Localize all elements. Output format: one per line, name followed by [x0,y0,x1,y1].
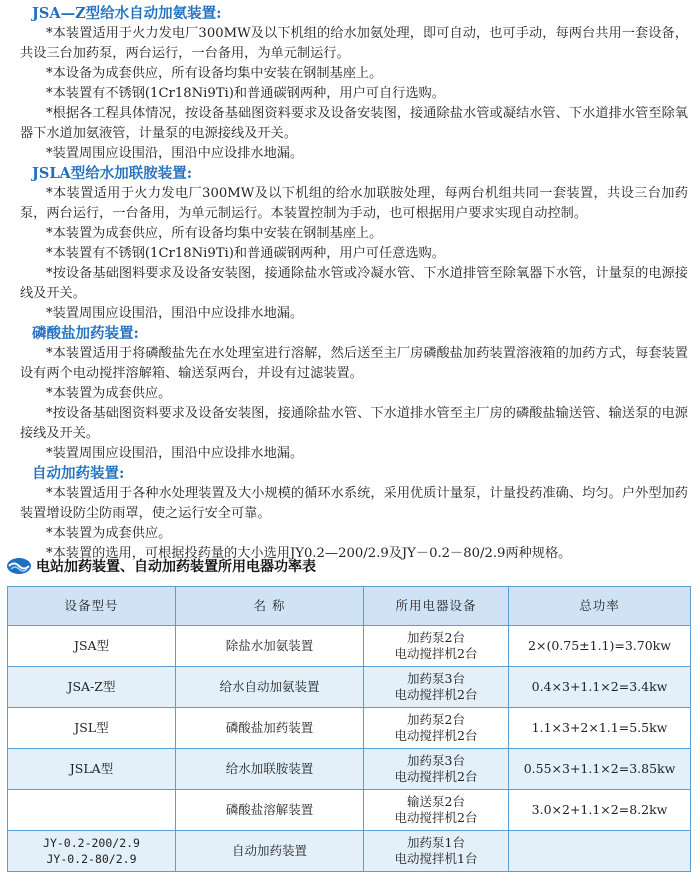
cell-devices [364,749,509,790]
paragraph: *本装置适用于各种水处理装置及大小规模的循环水系统，采用优质计量泵，计量投药准确、均匀。户外型加药装置增设防尘防雨罩，使之运行安全可靠。 [20,486,688,521]
cell-model: JSA-Z型 [8,667,176,708]
section-title-phosphate: 磷酸盐加药装置: [32,325,139,342]
table-row [8,667,691,708]
table-caption-row [6,555,686,577]
paragraph: *本装置为成套供应。 [46,386,172,401]
paragraph: *按设备基础图料要求及设备安装图，接通除盐水管或冷凝水管、下水道排管至除氧器下水管，计量泵的电源接线及开关。 [20,266,688,301]
table-header-row [8,587,691,626]
cell-name: 给水自动加氨装置 [176,667,364,708]
paragraph: *本装置的选用，可根据投药量的大小选用JY0.2—200/2.9及JY－0.2－80/2.9两种规格。 [46,546,572,561]
cell-power [509,831,691,872]
device-line: 电动搅拌机2台 [394,687,478,702]
cell-name: 磷酸盐溶解装置 [176,790,364,831]
model-line: JY-0.2-200/2.9 [43,836,140,850]
device-line: 加药泵2台 [407,630,465,645]
cell-devices [364,790,509,831]
cell-name: 给水加联胺装置 [176,749,364,790]
cell-power: 0.4×3+1.1×2=3.4kw [509,667,691,708]
device-line: 电动搅拌机2台 [394,769,478,784]
wave-logo-icon [6,557,32,575]
paragraph: *本装置适用于将磷酸盐先在水处理室进行溶解，然后送至主厂房磷酸盐加药装置溶液箱的加药方式，每套装置设有两个电动搅拌溶解箱、输送泵两台，并设有过滤装置。 [20,346,688,381]
paragraph: *本装置为成套供应。 [46,526,172,541]
cell-power: 1.1×3+2×1.1=5.5kw [509,708,691,749]
section-title-jsla: JSLA型给水加联胺装置: [32,165,193,182]
paragraph: *本装置有不锈钢(1Cr18Ni9Ti)和普通碳钢两种，用户可自行选购。 [46,86,445,101]
paragraph: *装置周围应设围沿，围沿中应设排水地漏。 [46,146,304,161]
cell-name: 除盐水加氨装置 [176,626,364,667]
table-row [8,708,691,749]
document-body [20,4,688,564]
cell-devices [364,626,509,667]
header-power: 总功率 [509,587,691,626]
section-title-auto-dosing: 自动加药装置: [32,465,125,482]
device-line: 输送泵2台 [407,794,465,809]
device-line: 电动搅拌机2台 [394,810,478,825]
device-line: 加药泵3台 [407,671,465,686]
model-line: JY-0.2-80/2.9 [46,852,137,866]
cell-devices [364,667,509,708]
table-row [8,790,691,831]
cell-model: JSA型 [8,626,176,667]
cell-model [8,831,176,872]
cell-model: JSLA型 [8,749,176,790]
table-row [8,749,691,790]
device-line: 电动搅拌机2台 [394,728,478,743]
paragraph: *按设备基础图资料要求及设备安装图，接通除盐水管、下水道排水管至主厂房的磷酸盐输送管、输送泵的电源接线及开关。 [20,406,688,441]
device-line: 电动搅拌机1台 [394,851,478,866]
device-line: 加药泵3台 [407,753,465,768]
cell-name: 自动加药装置 [176,831,364,872]
cell-devices [364,831,509,872]
paragraph: *根据各工程具体情况，按设备基础图资料要求及设备安装图，接通除盐水管或凝结水管、下水道排水管至除氧器下水道加氨液管，计量泵的电源接线及开关。 [20,106,688,141]
section-title-jsa-z: JSA—Z型给水自动加氨装置: [32,5,222,22]
device-line: 加药泵1台 [407,835,465,850]
paragraph: *本装置有不锈钢(1Cr18Ni9Ti)和普通碳钢两种，用户可任意选购。 [46,246,445,261]
table-row [8,831,691,872]
paragraph: *本装置适用于火力发电厂300MW及以下机组的给水加氨处理，即可自动，也可手动，每两台共用一套设备，共设三台加药泵，两台运行，一台备用，为单元制运行。 [20,26,688,61]
cell-name: 磷酸盐加药装置 [176,708,364,749]
paragraph: *本设备为成套供应，所有设备均集中安装在钢制基座上。 [46,66,383,81]
table-row [8,626,691,667]
power-table [7,586,691,872]
device-line: 电动搅拌机2台 [394,646,478,661]
header-name: 名 称 [176,587,364,626]
cell-power: 3.0×2+1.1×2=8.2kw [509,790,691,831]
paragraph: *本装置适用于火力发电厂300MW及以下机组的给水加联胺处理，每两台机组共同一套装置，共设三台加药泵，两台运行，一台备用，为单元制运行。本装置控制为手动，也可根据用户要求实现自动控制。 [20,186,688,221]
cell-devices [364,708,509,749]
paragraph: *本装置为成套供应，所有设备均集中安装在钢制基座上。 [46,226,383,241]
cell-model: JSL型 [8,708,176,749]
cell-power: 0.55×3+1.1×2=3.85kw [509,749,691,790]
paragraph: *装置周围应设围沿，围沿中应设排水地漏。 [46,446,304,461]
header-model: 设备型号 [8,587,176,626]
cell-model [8,790,176,831]
cell-power: 2×(0.75±1.1)=3.70kw [509,626,691,667]
table-caption: 电站加药装置、自动加药装置所用电器功率表 [36,559,316,575]
paragraph: *装置周围应设围沿，围沿中应设排水地漏。 [46,306,304,321]
header-devices: 所用电器设备 [364,587,509,626]
device-line: 加药泵2台 [407,712,465,727]
